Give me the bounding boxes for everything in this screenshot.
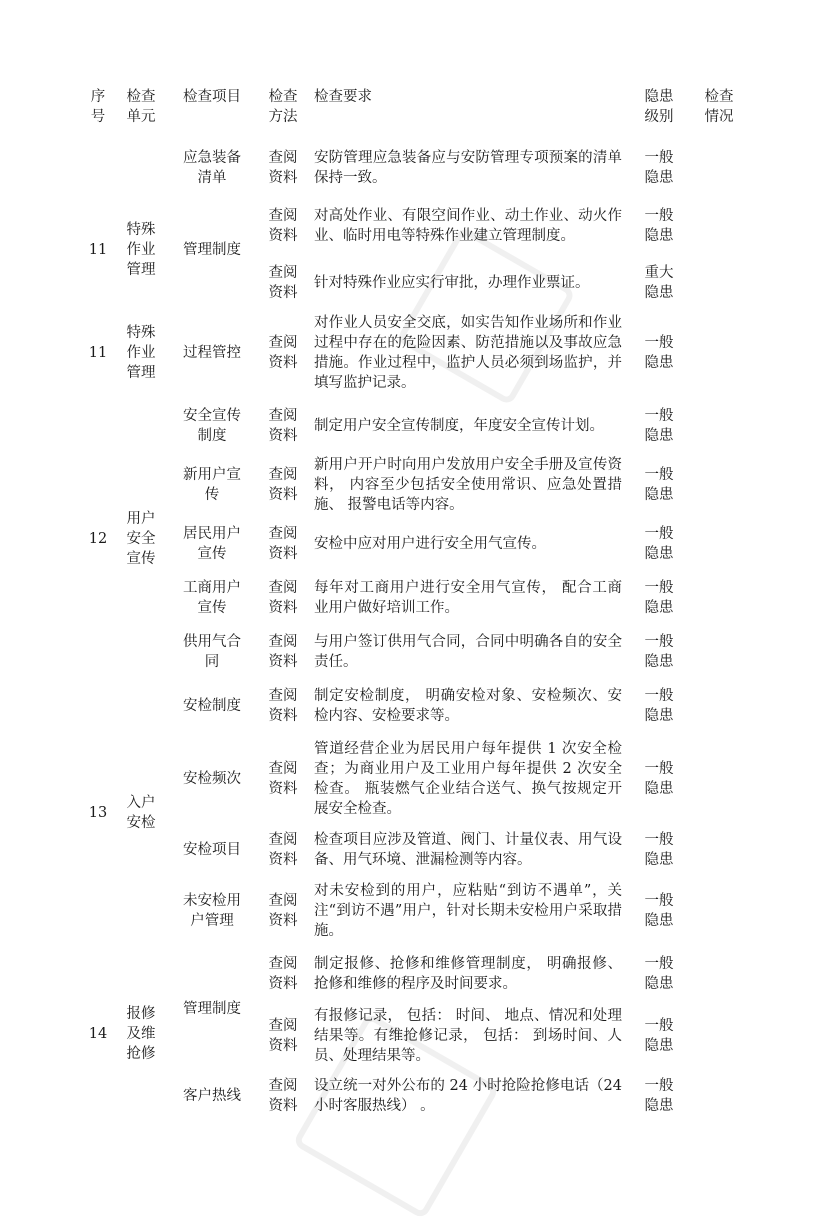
cell-no: 14 [88,1026,108,1042]
cell-requirement: 有报修记录， 包括： 时间、 地点、情况和处理结果等。有维抢修记录， 包括： 到场时间、人员、处理结果等。 [314,1008,622,1064]
table-row [80,307,750,399]
cell-method: 查阅资料 [268,208,298,244]
cell-status [688,143,750,193]
cell-method: 查阅资料 [268,150,298,186]
table-row [80,517,750,571]
table-row [80,733,750,825]
cell-item: 安全宣传制度 [183,408,241,444]
cell-method: 查阅资料 [268,688,298,724]
cell-requirement: 设立统一对外公布的 24 小时抢险抢修电话（24 小时客服热线） 。 [314,1078,622,1114]
cell-item: 未安检用户管理 [183,893,241,929]
cell-method: 查阅资料 [268,580,298,616]
cell-method: 查阅资料 [268,467,298,503]
cell-status [688,193,750,259]
cell-method: 查阅资料 [268,634,298,670]
table-row [80,825,750,875]
header-unit: 检查单元 [126,89,156,125]
table-row [80,625,750,679]
cell-unit: 用户安全宣传 [126,511,156,567]
cell-requirement: 制定报修、抢修和维修管理制度， 明确报修、抢修和维修的程序及时间要求。 [314,956,622,992]
cell-status [688,947,750,1001]
table-row [80,571,750,625]
cell-unit: 入户安检 [126,795,156,831]
cell-level: 一般隐患 [644,335,674,371]
inspection-table [80,85,750,1121]
table-header-row [80,85,750,143]
cell-level: 一般隐患 [644,956,674,992]
cell-status [688,453,750,517]
table-row [80,1071,750,1121]
cell-unit: 特殊作业管理 [126,325,156,381]
cell-requirement: 制定用户安全宣传制度，年度安全宣传计划。 [314,418,604,434]
cell-status [688,517,750,571]
cell-status [688,307,750,399]
cell-item: 应急装备清单 [183,150,241,186]
cell-level: 一般隐患 [644,150,674,186]
cell-method: 查阅资料 [268,761,298,797]
cell-requirement: 检查项目应涉及管道、阀门、计量仪表、用气设备、用气环境、泄漏检测等内容。 [314,832,622,868]
header-status: 检查情况 [704,89,734,125]
cell-status [688,1001,750,1071]
cell-level: 一般隐患 [644,408,674,444]
cell-item: 管理制度 [183,242,241,258]
cell-method: 查阅资料 [268,265,298,301]
cell-no: 11 [88,345,108,361]
cell-level: 一般隐患 [644,526,674,562]
cell-status [688,679,750,733]
header-method: 检查方法 [268,89,298,125]
cell-item: 安检项目 [183,842,241,858]
header-level: 隐患级别 [644,89,674,125]
table-row [80,193,750,259]
header-requirement: 检查要求 [314,89,372,105]
table-row [80,679,750,733]
cell-requirement: 对未安检到的用户，应粘贴“到访不遇单”，关注“到访不遇”用户，针对长期未安检用户采取措施。 [314,883,622,939]
cell-level: 一般隐患 [644,580,674,616]
cell-method: 查阅资料 [268,893,298,929]
header-item: 检查项目 [183,89,241,105]
cell-item: 工商用户宣传 [183,580,241,616]
table-row [80,947,750,1001]
cell-no: 13 [88,805,108,821]
cell-status [688,399,750,453]
cell-requirement: 每年对工商用户进行安全用气宣传， 配合工商业用户做好培训工作。 [314,580,622,616]
table-row [80,143,750,193]
cell-status [688,259,750,307]
cell-status [688,733,750,825]
cell-method: 查阅资料 [268,526,298,562]
cell-requirement: 与用户签订供用气合同，合同中明确各自的安全责任。 [314,634,622,670]
header-no: 序号 [90,89,106,125]
cell-level: 一般隐患 [644,1078,674,1114]
cell-status [688,571,750,625]
cell-level: 重大隐患 [644,265,674,301]
cell-status [688,1071,750,1121]
cell-level: 一般隐患 [644,832,674,868]
cell-level: 一般隐患 [644,1018,674,1054]
cell-requirement: 安防管理应急装备应与安防管理专项预案的清单保持一致。 [314,150,622,186]
cell-method: 查阅资料 [268,832,298,868]
cell-level: 一般隐患 [644,761,674,797]
cell-method: 查阅资料 [268,335,298,371]
cell-level: 一般隐患 [644,893,674,929]
cell-requirement: 针对特殊作业应实行审批，办理作业票证。 [314,275,590,291]
cell-item: 居民用户宣传 [183,526,241,562]
table-row [80,453,750,517]
cell-method: 查阅资料 [268,956,298,992]
cell-no [80,143,116,193]
cell-unit [116,143,166,193]
cell-requirement: 管道经营企业为居民用户每年提供 1 次安全检查；为商业用户及工业用户每年提供 2 次安全检查。 瓶装燃气企业结合送气、换气按规定开展安全检查。 [314,741,622,817]
table-row [80,399,750,453]
cell-level: 一般隐患 [644,208,674,244]
cell-item: 安检制度 [183,698,241,714]
cell-requirement: 制定安检制度， 明确安检对象、安检频次、安检内容、安检要求等。 [314,688,622,724]
cell-no: 11 [88,242,108,258]
cell-method: 查阅资料 [268,1018,298,1054]
cell-requirement: 新用户开户时向用户发放用户安全手册及宣传资料， 内容至少包括安全使用常识、应急处置措施、 报警电话等内容。 [314,457,622,513]
cell-status [688,825,750,875]
table-row [80,875,750,947]
cell-method: 查阅资料 [268,1078,298,1114]
cell-item: 管理制度 [183,1001,241,1017]
cell-requirement: 对高处作业、有限空间作业、动土作业、动火作业、临时用电等特殊作业建立管理制度。 [314,208,622,244]
cell-item: 过程管控 [183,345,241,361]
cell-item: 新用户宣传 [183,467,241,503]
cell-requirement: 对作业人员安全交底，如实告知作业场所和作业过程中存在的危险因素、防范措施以及事故应急措施。作业过程中，监护人员必须到场监护，并填写监护记录。 [314,315,622,391]
cell-level: 一般隐患 [644,634,674,670]
cell-method: 查阅资料 [268,408,298,444]
cell-level: 一般隐患 [644,467,674,503]
cell-status [688,625,750,679]
cell-item: 供用气合同 [183,634,241,670]
cell-level: 一般隐患 [644,688,674,724]
cell-status [688,875,750,947]
cell-item: 客户热线 [183,1088,241,1104]
cell-item: 安检频次 [183,771,241,787]
cell-requirement: 安检中应对用户进行安全用气宣传。 [314,536,546,552]
cell-unit: 报修及维抢修 [126,1006,156,1062]
cell-unit: 特殊作业管理 [126,222,156,278]
cell-no: 12 [88,531,108,547]
